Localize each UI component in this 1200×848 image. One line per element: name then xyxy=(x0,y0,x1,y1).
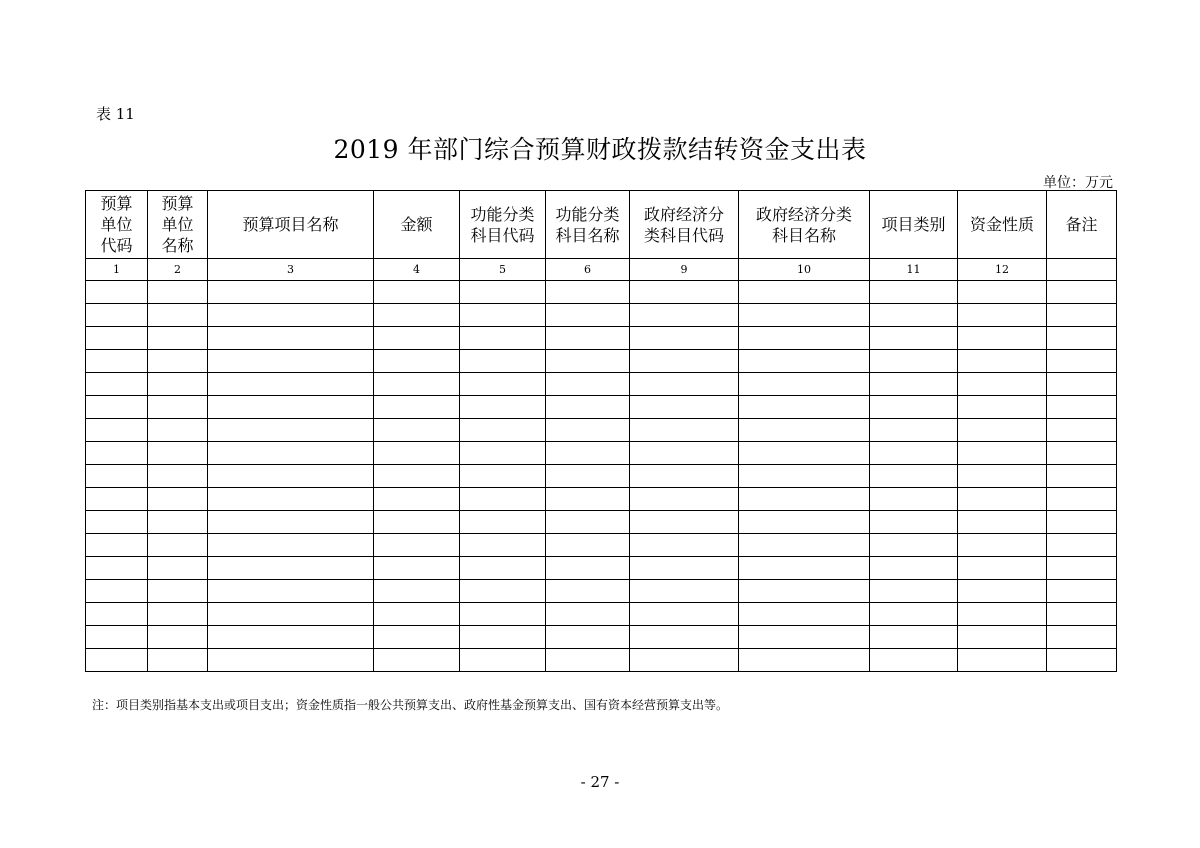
table-cell xyxy=(739,373,870,396)
table-cell xyxy=(374,281,460,304)
table-cell xyxy=(148,396,208,419)
table-cell xyxy=(374,603,460,626)
table-cell xyxy=(208,534,374,557)
table-cell xyxy=(374,327,460,350)
table-cell xyxy=(739,580,870,603)
table-cell xyxy=(460,327,546,350)
table-cell xyxy=(630,580,739,603)
table-cell xyxy=(1047,534,1117,557)
table-cell xyxy=(870,465,958,488)
table-cell xyxy=(460,557,546,580)
header-project-category: 项目类别 xyxy=(870,191,958,259)
table-cell xyxy=(1047,580,1117,603)
table-cell xyxy=(374,396,460,419)
table-cell xyxy=(148,649,208,672)
column-number: 10 xyxy=(739,259,870,281)
table-row xyxy=(86,327,1117,350)
table-cell xyxy=(958,603,1047,626)
table-cell xyxy=(630,327,739,350)
table-cell xyxy=(630,603,739,626)
column-number-row xyxy=(86,259,1117,281)
table-cell xyxy=(86,626,148,649)
table-cell xyxy=(208,304,374,327)
table-cell xyxy=(86,580,148,603)
table-cell xyxy=(546,304,630,327)
table-cell xyxy=(958,557,1047,580)
table-cell xyxy=(870,373,958,396)
table-cell xyxy=(208,396,374,419)
header-economic-name: 政府经济分类 科目名称 xyxy=(739,191,870,259)
table-cell xyxy=(546,626,630,649)
table-row xyxy=(86,580,1117,603)
table-cell xyxy=(958,442,1047,465)
page-title: 2019 年部门综合预算财政拨款结转资金支出表 xyxy=(333,135,867,164)
table-cell xyxy=(1047,465,1117,488)
table-cell xyxy=(546,649,630,672)
table-cell xyxy=(208,580,374,603)
table-cell xyxy=(86,281,148,304)
table-cell xyxy=(374,419,460,442)
table-cell xyxy=(86,557,148,580)
table-cell xyxy=(739,488,870,511)
table-cell xyxy=(630,534,739,557)
table-cell xyxy=(148,488,208,511)
table-cell xyxy=(546,580,630,603)
table-cell xyxy=(739,511,870,534)
table-cell xyxy=(148,603,208,626)
table-cell xyxy=(208,327,374,350)
table-cell xyxy=(208,350,374,373)
table-cell xyxy=(958,419,1047,442)
table-cell xyxy=(739,465,870,488)
table-cell xyxy=(870,580,958,603)
table-cell xyxy=(739,419,870,442)
table-cell xyxy=(208,626,374,649)
table-cell xyxy=(208,603,374,626)
table-row xyxy=(86,442,1117,465)
table-cell xyxy=(870,327,958,350)
table-cell xyxy=(374,580,460,603)
table-cell xyxy=(546,327,630,350)
table-cell xyxy=(630,488,739,511)
table-cell xyxy=(374,557,460,580)
table-cell xyxy=(958,373,1047,396)
table-cell xyxy=(208,649,374,672)
table-row xyxy=(86,511,1117,534)
header-function-code: 功能分类 科目代码 xyxy=(460,191,546,259)
table-cell xyxy=(460,626,546,649)
table-cell xyxy=(460,511,546,534)
table-cell xyxy=(739,534,870,557)
table-cell xyxy=(1047,626,1117,649)
column-number: 4 xyxy=(374,259,460,281)
table-cell xyxy=(958,327,1047,350)
table-cell xyxy=(374,488,460,511)
table-cell xyxy=(630,350,739,373)
table-row xyxy=(86,373,1117,396)
table-cell xyxy=(546,557,630,580)
table-cell xyxy=(148,580,208,603)
table-cell xyxy=(546,465,630,488)
table-row xyxy=(86,419,1117,442)
table-cell xyxy=(374,649,460,672)
table-cell xyxy=(374,626,460,649)
table-row xyxy=(86,649,1117,672)
table-row xyxy=(86,603,1117,626)
table-cell xyxy=(958,281,1047,304)
table-cell xyxy=(148,465,208,488)
table-cell xyxy=(870,419,958,442)
column-number: 5 xyxy=(460,259,546,281)
table-cell xyxy=(630,281,739,304)
column-number: 3 xyxy=(208,259,374,281)
table-cell xyxy=(86,396,148,419)
column-number: 2 xyxy=(148,259,208,281)
table-cell xyxy=(546,350,630,373)
table-cell xyxy=(148,327,208,350)
table-cell xyxy=(86,649,148,672)
column-number: 1 xyxy=(86,259,148,281)
header-budget-project-name: 预算项目名称 xyxy=(208,191,374,259)
table-cell xyxy=(86,373,148,396)
table-cell xyxy=(870,304,958,327)
table-cell xyxy=(148,281,208,304)
table-cell xyxy=(86,465,148,488)
table-cell xyxy=(1047,373,1117,396)
table-row xyxy=(86,626,1117,649)
table-cell xyxy=(460,580,546,603)
table-cell xyxy=(1047,511,1117,534)
table-cell xyxy=(86,603,148,626)
page-number: - 27 - xyxy=(580,773,620,791)
table-cell xyxy=(958,511,1047,534)
table-cell xyxy=(460,373,546,396)
table-cell xyxy=(958,534,1047,557)
table-cell xyxy=(148,626,208,649)
table-cell xyxy=(460,350,546,373)
table-cell xyxy=(958,649,1047,672)
table-cell xyxy=(1047,488,1117,511)
table-cell xyxy=(630,649,739,672)
table-cell xyxy=(630,419,739,442)
table-cell xyxy=(148,304,208,327)
header-row xyxy=(86,191,1117,259)
table-cell xyxy=(870,488,958,511)
header-remarks: 备注 xyxy=(1047,191,1117,259)
table-cell xyxy=(374,350,460,373)
table-row xyxy=(86,350,1117,373)
header-amount: 金额 xyxy=(374,191,460,259)
table-cell xyxy=(958,488,1047,511)
table-cell xyxy=(739,626,870,649)
table-cell xyxy=(86,534,148,557)
table-cell xyxy=(739,557,870,580)
table-label: 表 11 xyxy=(96,105,135,123)
table-cell xyxy=(460,396,546,419)
table-cell xyxy=(86,327,148,350)
budget-table xyxy=(85,190,1117,672)
footnote: 注：项目类别指基本支出或项目支出；资金性质指一般公共预算支出、政府性基金预算支出、国有资本经营预算支出等。 xyxy=(92,698,729,712)
table-cell xyxy=(460,465,546,488)
table-cell xyxy=(1047,327,1117,350)
table-cell xyxy=(739,350,870,373)
table-cell xyxy=(546,603,630,626)
table-cell xyxy=(460,419,546,442)
table-cell xyxy=(374,373,460,396)
table-row xyxy=(86,488,1117,511)
table-cell xyxy=(870,281,958,304)
table-cell xyxy=(148,534,208,557)
table-cell xyxy=(739,281,870,304)
table-cell xyxy=(958,580,1047,603)
header-budget-unit-code: 预算 单位 代码 xyxy=(86,191,148,259)
table-cell xyxy=(870,626,958,649)
table-cell xyxy=(148,373,208,396)
table-cell xyxy=(739,304,870,327)
table-cell xyxy=(1047,442,1117,465)
table-cell xyxy=(546,419,630,442)
table-cell xyxy=(148,350,208,373)
table-cell xyxy=(870,649,958,672)
table-cell xyxy=(630,396,739,419)
table-cell xyxy=(148,557,208,580)
table-cell xyxy=(739,603,870,626)
table-cell xyxy=(208,373,374,396)
column-number: 6 xyxy=(546,259,630,281)
table-cell xyxy=(460,603,546,626)
table-cell xyxy=(958,626,1047,649)
table-cell xyxy=(208,465,374,488)
table-cell xyxy=(630,557,739,580)
table-cell xyxy=(870,350,958,373)
table-cell xyxy=(148,442,208,465)
table-cell xyxy=(630,442,739,465)
table-row xyxy=(86,281,1117,304)
column-number xyxy=(1047,259,1117,281)
table-cell xyxy=(546,396,630,419)
table-cell xyxy=(86,350,148,373)
table-cell xyxy=(208,488,374,511)
table-cell xyxy=(86,488,148,511)
table-cell xyxy=(870,603,958,626)
table-cell xyxy=(460,281,546,304)
table-cell xyxy=(546,488,630,511)
table-row xyxy=(86,396,1117,419)
unit-label: 单位：万元 xyxy=(1043,175,1113,191)
table-cell xyxy=(870,396,958,419)
column-number: 11 xyxy=(870,259,958,281)
table-cell xyxy=(958,350,1047,373)
table-row xyxy=(86,304,1117,327)
table-cell xyxy=(546,281,630,304)
table-cell xyxy=(630,511,739,534)
table-cell xyxy=(1047,350,1117,373)
table-cell xyxy=(870,534,958,557)
table-cell xyxy=(870,511,958,534)
table-cell xyxy=(958,396,1047,419)
table-cell xyxy=(1047,396,1117,419)
table-cell xyxy=(1047,281,1117,304)
table-cell xyxy=(374,534,460,557)
table-cell xyxy=(374,442,460,465)
table-cell xyxy=(739,327,870,350)
table-cell xyxy=(546,511,630,534)
table-cell xyxy=(630,626,739,649)
table-cell xyxy=(208,557,374,580)
table-cell xyxy=(148,419,208,442)
table-cell xyxy=(739,442,870,465)
table-cell xyxy=(1047,419,1117,442)
table-cell xyxy=(870,442,958,465)
table-row xyxy=(86,534,1117,557)
column-number: 9 xyxy=(630,259,739,281)
table-cell xyxy=(1047,649,1117,672)
table-cell xyxy=(630,304,739,327)
table-cell xyxy=(374,465,460,488)
table-cell xyxy=(86,511,148,534)
header-economic-code: 政府经济分 类科目代码 xyxy=(630,191,739,259)
header-function-name: 功能分类 科目名称 xyxy=(546,191,630,259)
table-cell xyxy=(1047,557,1117,580)
table-cell xyxy=(958,304,1047,327)
table-cell xyxy=(739,396,870,419)
table-cell xyxy=(374,511,460,534)
table-cell xyxy=(86,304,148,327)
table-row xyxy=(86,557,1117,580)
table-cell xyxy=(460,488,546,511)
table-cell xyxy=(1047,304,1117,327)
table-cell xyxy=(460,442,546,465)
table-cell xyxy=(208,442,374,465)
table-cell xyxy=(870,557,958,580)
table-cell xyxy=(546,442,630,465)
table-cell xyxy=(958,465,1047,488)
header-fund-nature: 资金性质 xyxy=(958,191,1047,259)
table-cell xyxy=(630,373,739,396)
table-cell xyxy=(86,442,148,465)
table-cell xyxy=(374,304,460,327)
header-budget-unit-name: 预算 单位 名称 xyxy=(148,191,208,259)
table-row xyxy=(86,465,1117,488)
table-cell xyxy=(460,649,546,672)
table-cell xyxy=(630,465,739,488)
table-cell xyxy=(148,511,208,534)
table-cell xyxy=(1047,603,1117,626)
table-cell xyxy=(86,419,148,442)
table-cell xyxy=(208,281,374,304)
table-cell xyxy=(739,649,870,672)
table-cell xyxy=(460,304,546,327)
table-cell xyxy=(546,534,630,557)
column-number: 12 xyxy=(958,259,1047,281)
table-cell xyxy=(208,511,374,534)
table-cell xyxy=(460,534,546,557)
table-cell xyxy=(546,373,630,396)
table-cell xyxy=(208,419,374,442)
